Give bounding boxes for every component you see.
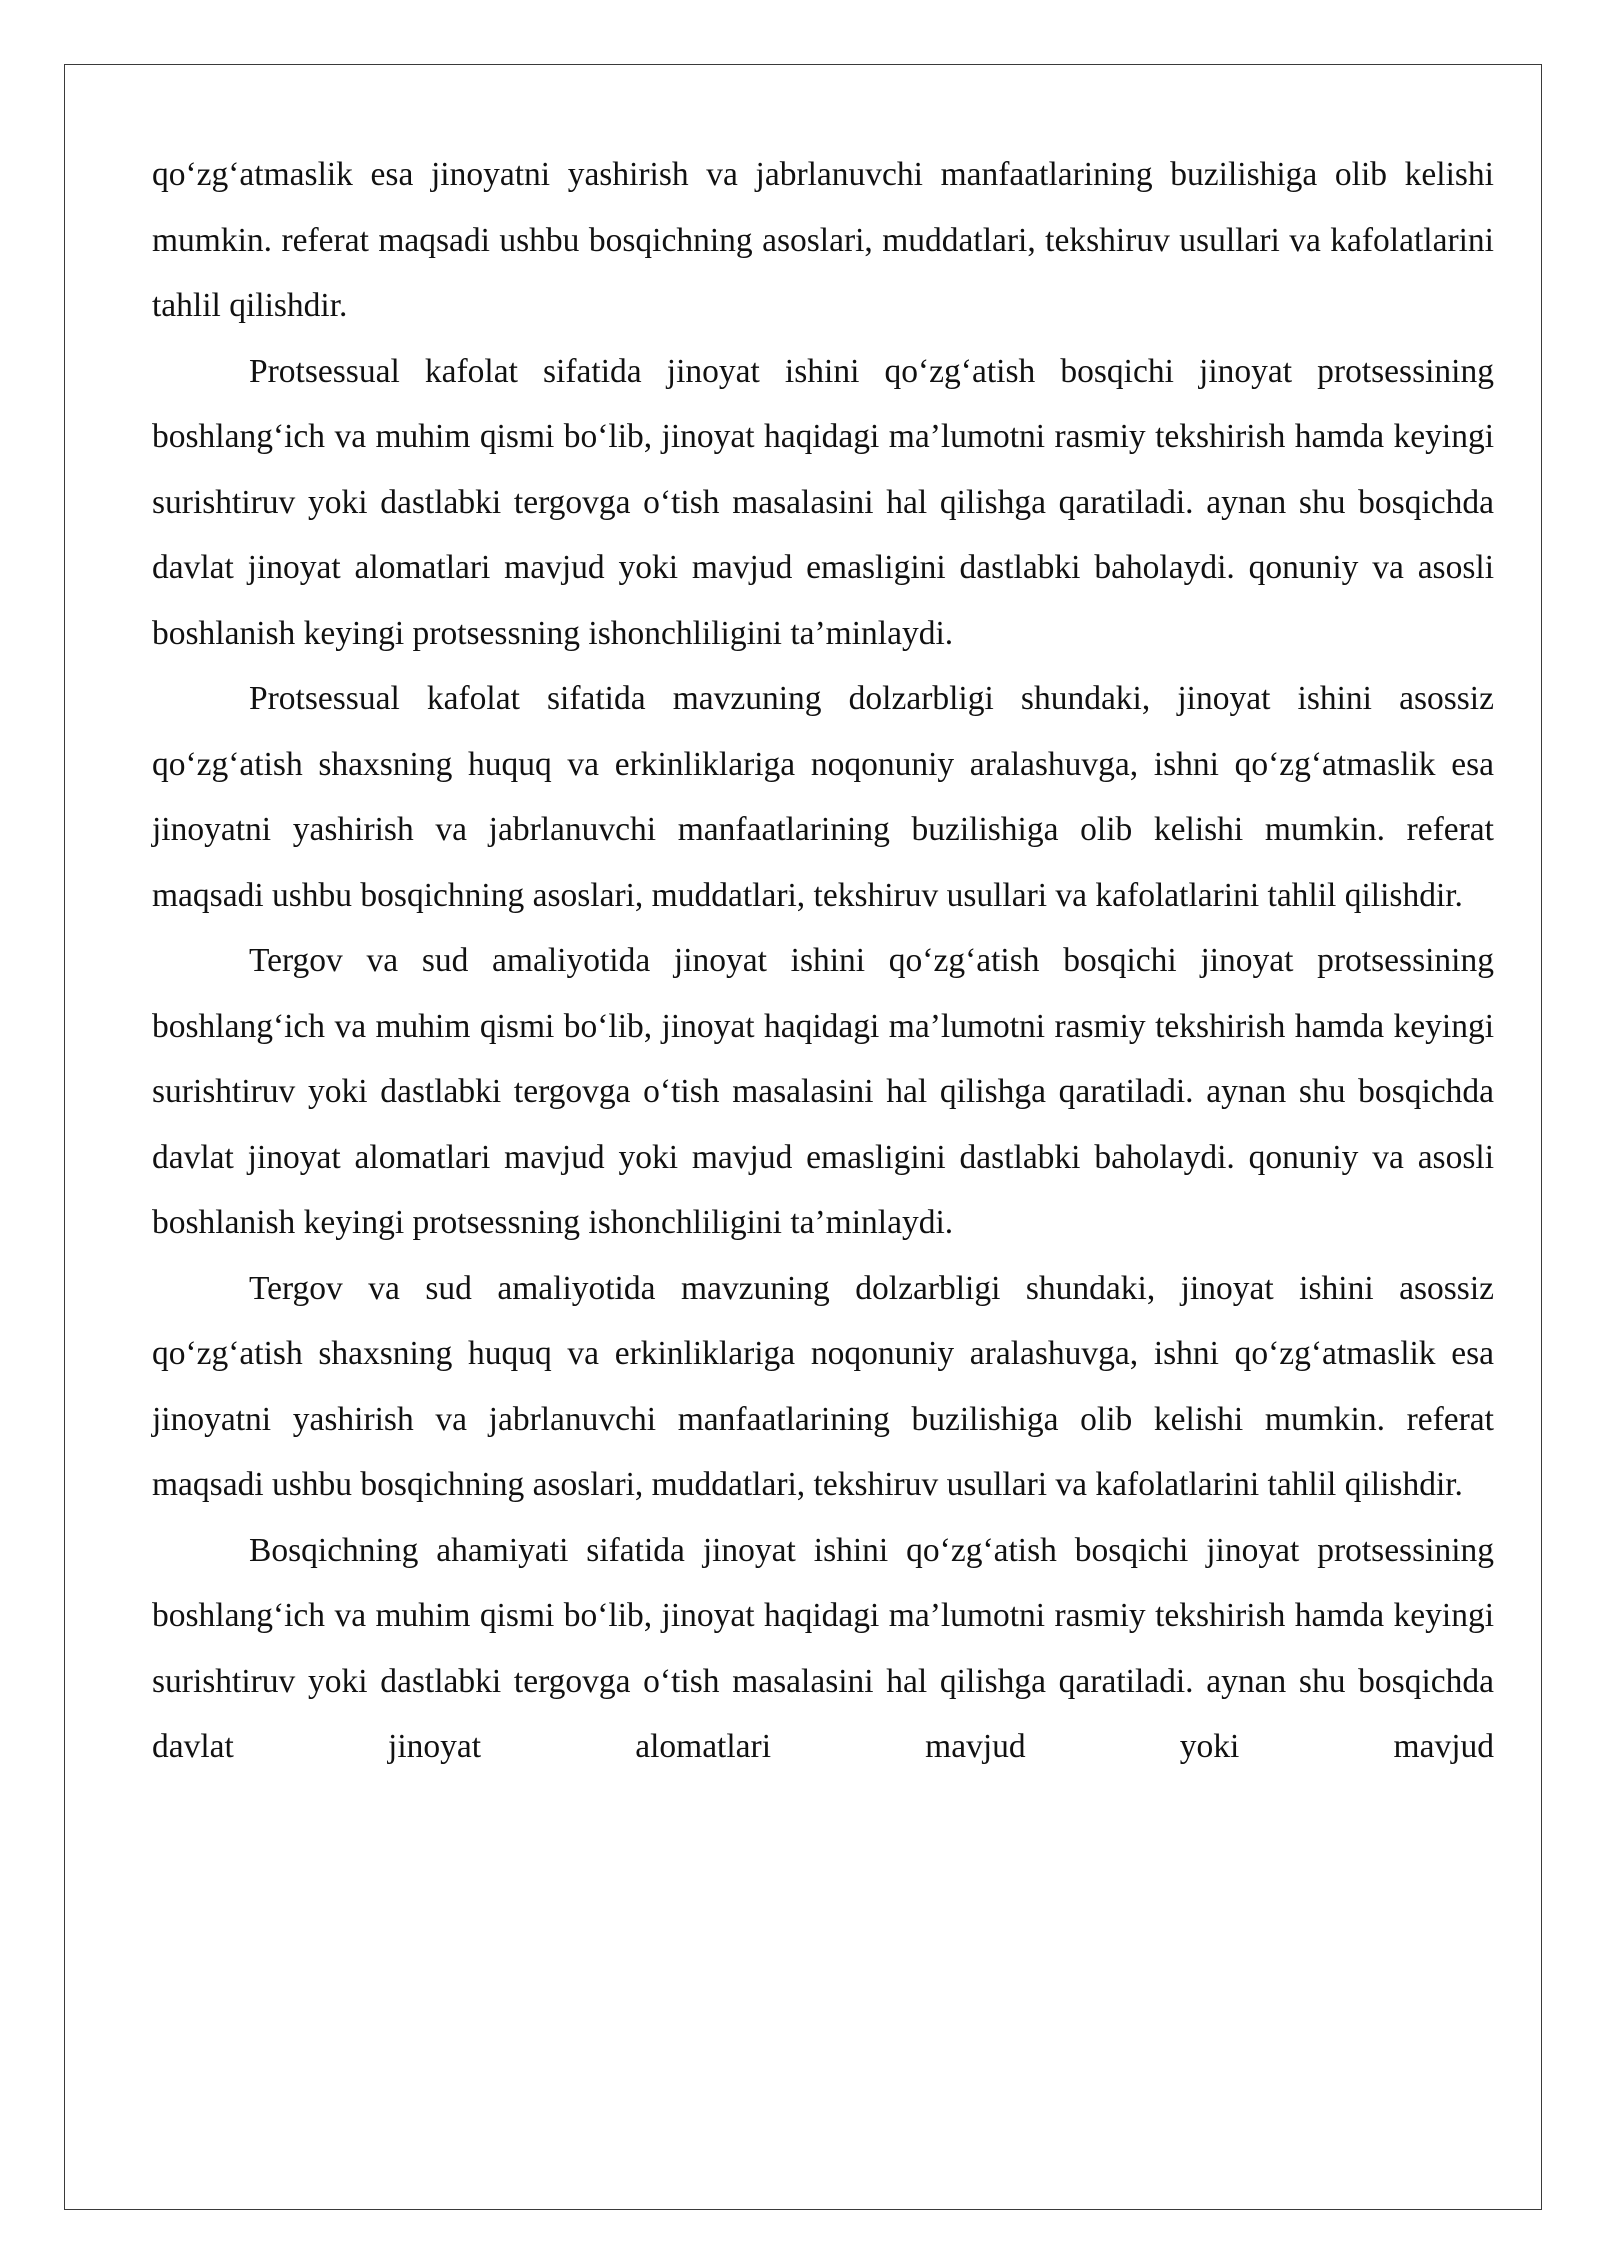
paragraph-4: Tergov va sud amaliyotida jinoyat ishini qo‘zg‘atish bosqichi jinoyat protsessining boshlang‘ich va muhim qismi bo‘lib, jinoyat haqidagi ma’lumotni rasmiy tekshirish hamda keyingi surishtiruv yoki dastlabki tergovga o‘tish masalasini hal qilishga qaratiladi. aynan shu bosqichda davlat jinoyat alomatlari mavjud yoki mavjud emasligini dastlabki baholaydi. qonuniy va asosli boshlanish keyingi protsessning ishonchliligini ta’minlaydi. bbox=[152, 942, 1494, 1241]
document-body bbox=[152, 142, 1494, 1780]
paragraph-5: Tergov va sud amaliyotida mavzuning dolzarbligi shundaki, jinoyat ishini asossiz qo‘zg‘atish shaxsning huquq va erkinliklariga noqonuniy aralashuvga, ishni qo‘zg‘atmaslik esa jinoyatni yashirish va jabrlanuvchi manfaatlarining buzilishiga olib kelishi mumkin. referat maqsadi ushbu bosqichning asoslari, muddatlari, tekshiruv usullari va kafolatlarini tahlil qilishdir. bbox=[152, 1269, 1494, 1503]
paragraph-1: qo‘zg‘atmaslik esa jinoyatni yashirish va jabrlanuvchi manfaatlarining buzilishiga olib kelishi mumkin. referat maqsadi ushbu bosqichning asoslari, muddatlari, tekshiruv usullari va kafolatlarini tahlil qilishdir. bbox=[152, 156, 1494, 324]
paragraph-3: Protsessual kafolat sifatida mavzuning dolzarbligi shundaki, jinoyat ishini asossiz qo‘zg‘atish shaxsning huquq va erkinliklariga noqonuniy aralashuvga, ishni qo‘zg‘atmaslik esa jinoyatni yashirish va jabrlanuvchi manfaatlarining buzilishiga olib kelishi mumkin. referat maqsadi ushbu bosqichning asoslari, muddatlari, tekshiruv usullari va kafolatlarini tahlil qilishdir. bbox=[152, 680, 1494, 914]
paragraph-6: Bosqichning ahamiyati sifatida jinoyat ishini qo‘zg‘atish bosqichi jinoyat protsessining boshlang‘ich va muhim qismi bo‘lib, jinoyat haqidagi ma’lumotni rasmiy tekshirish hamda keyingi surishtiruv yoki dastlabki tergovga o‘tish masalasini hal qilishga qaratiladi. aynan shu bosqichda davlat jinoyat alomatlari mavjud yoki mavjud bbox=[152, 1531, 1494, 1765]
paragraph-2: Protsessual kafolat sifatida jinoyat ishini qo‘zg‘atish bosqichi jinoyat protsessining boshlang‘ich va muhim qismi bo‘lib, jinoyat haqidagi ma’lumotni rasmiy tekshirish hamda keyingi surishtiruv yoki dastlabki tergovga o‘tish masalasini hal qilishga qaratiladi. aynan shu bosqichda davlat jinoyat alomatlari mavjud yoki mavjud emasligini dastlabki baholaydi. qonuniy va asosli boshlanish keyingi protsessning ishonchliligini ta’minlaydi. bbox=[152, 352, 1494, 652]
